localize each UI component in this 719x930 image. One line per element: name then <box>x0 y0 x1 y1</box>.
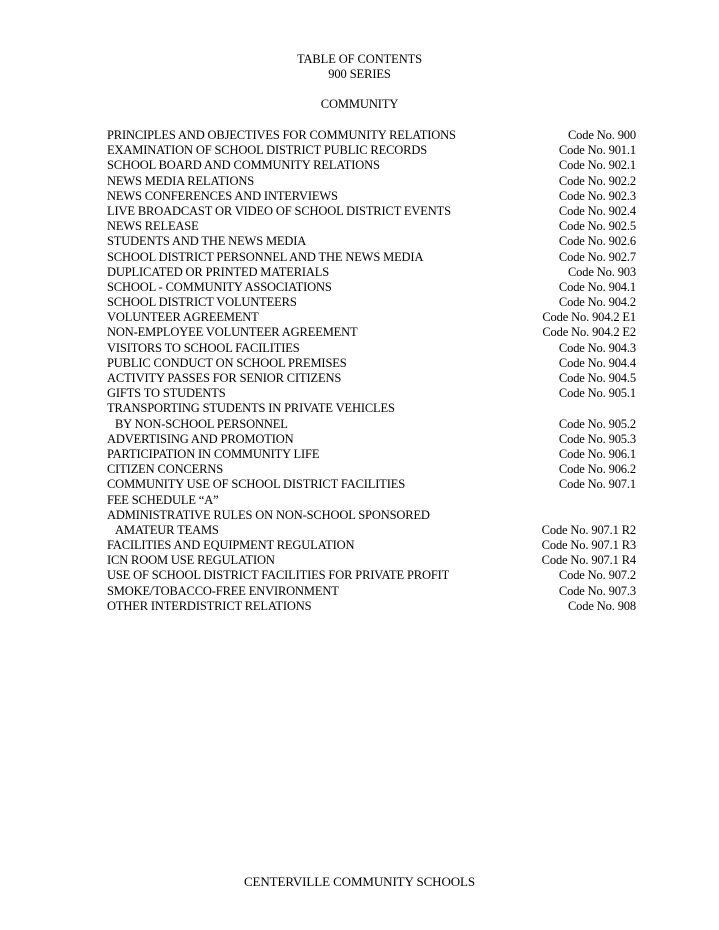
toc-entry <box>107 189 636 204</box>
toc-entry-code: Code No. 902.4 <box>558 203 636 218</box>
toc-entry-title: LIVE BROADCAST OR VIDEO OF SCHOOL DISTRICT EVENTS <box>107 203 451 218</box>
toc-entry-title: GIFTS TO STUDENTS <box>107 386 226 401</box>
toc-entry-title: PARTICIPATION IN COMMUNITY LIFE <box>107 446 320 461</box>
toc-entry-title: VISITORS TO SCHOOL FACILITIES <box>107 340 300 355</box>
toc-entry <box>107 493 636 508</box>
toc-entry-title: ADMINISTRATIVE RULES ON NON-SCHOOL SPONSORED <box>107 507 430 522</box>
toc-entry <box>107 508 636 523</box>
toc-entry-title: NON-EMPLOYEE VOLUNTEER AGREEMENT <box>107 325 358 340</box>
toc-entry-code: Code No. 904.2 E1 <box>542 310 636 325</box>
document-title: TABLE OF CONTENTS <box>296 52 423 66</box>
section-heading: COMMUNITY <box>320 97 399 111</box>
toc-entry-code: Code No. 907.1 R2 <box>541 522 636 537</box>
toc-entry <box>107 128 636 143</box>
toc-entry-title: COMMUNITY USE OF SCHOOL DISTRICT FACILITIES <box>107 477 406 492</box>
toc-entry-code: Code No. 902.5 <box>558 219 636 234</box>
toc-entry-code: Code No. 906.2 <box>558 462 636 477</box>
toc-entry <box>107 234 636 249</box>
toc-entry-title: SMOKE/TOBACCO-FREE ENVIRONMENT <box>107 583 339 598</box>
toc-entry-title: FEE SCHEDULE “A” <box>107 492 219 507</box>
toc-entry-code: Code No. 902.6 <box>558 234 636 249</box>
toc-entry-title: NEWS RELEASE <box>107 219 199 234</box>
toc-entry-code: Code No. 902.7 <box>558 249 636 264</box>
toc-entry <box>107 174 636 189</box>
toc-entry-title: SCHOOL BOARD AND COMMUNITY RELATIONS <box>107 158 380 173</box>
toc-entry-code: Code No. 904.2 <box>558 295 636 310</box>
toc-entry-title: ACTIVITY PASSES FOR SENIOR CITIZENS <box>107 371 342 385</box>
toc-entry <box>107 584 636 599</box>
toc-entry <box>107 158 636 173</box>
toc-entry-title: BY NON-SCHOOL PERSONNEL <box>115 416 288 431</box>
toc-entry <box>107 341 636 356</box>
series-label: 900 SERIES <box>328 67 391 81</box>
toc-entry <box>107 219 636 234</box>
toc-entry-title: CITIZEN CONCERNS <box>107 462 224 477</box>
toc-entry <box>107 295 636 310</box>
toc-entry <box>107 371 636 386</box>
toc-entry-code: Code No. 904.1 <box>558 279 636 294</box>
toc-entry <box>107 523 636 538</box>
toc-entry-title: SCHOOL DISTRICT VOLUNTEERS <box>107 295 297 310</box>
toc-entry-title: EXAMINATION OF SCHOOL DISTRICT PUBLIC RECORDS <box>107 143 428 158</box>
toc-entry-title: ADVERTISING AND PROMOTION <box>107 431 294 446</box>
toc-entry <box>107 432 636 447</box>
toc-entry-code: Code No. 900 <box>568 128 636 142</box>
toc-entry <box>107 356 636 371</box>
toc-entry <box>107 447 636 462</box>
toc-entry-code: Code No. 904.5 <box>558 371 636 385</box>
toc-entry-title: TRANSPORTING STUDENTS IN PRIVATE VEHICLES <box>107 401 395 416</box>
toc-entry-title: NEWS MEDIA RELATIONS <box>107 173 254 188</box>
toc-entry <box>107 143 636 158</box>
toc-entry-code: Code No. 908 <box>568 598 636 613</box>
toc-entry-code: Code No. 905.3 <box>558 431 636 446</box>
toc-entry <box>107 477 636 492</box>
toc-entry <box>107 325 636 340</box>
toc-entry-code: Code No. 902.1 <box>558 158 636 173</box>
toc-entry-code: Code No. 907.1 <box>558 477 636 492</box>
toc-entry-code: Code No. 907.1 R3 <box>541 538 636 553</box>
toc-entry-title: SCHOOL DISTRICT PERSONNEL AND THE NEWS MEDIA <box>107 249 424 264</box>
organization-footer: CENTERVILLE COMMUNITY SCHOOLS <box>243 874 476 889</box>
toc-entry <box>107 417 636 432</box>
toc-entry <box>107 462 636 477</box>
toc-entry-code: Code No. 907.2 <box>558 568 636 583</box>
toc-entry-code: Code No. 904.2 E2 <box>542 325 636 340</box>
toc-entry <box>107 265 636 280</box>
toc-entry-code: Code No. 901.1 <box>558 143 636 158</box>
toc-entry-title: AMATEUR TEAMS <box>115 522 219 537</box>
toc-entry <box>107 280 636 295</box>
toc-entry <box>107 553 636 568</box>
toc-entry-title: ICN ROOM USE REGULATION <box>107 553 275 568</box>
toc-entry-code: Code No. 905.2 <box>558 416 636 431</box>
toc-entry-title: OTHER INTERDISTRICT RELATIONS <box>107 598 312 613</box>
toc-entry-code: Code No. 902.2 <box>558 173 636 188</box>
toc-entry-title: PRINCIPLES AND OBJECTIVES FOR COMMUNITY RELATIONS <box>107 128 456 142</box>
toc-entry-code: Code No. 906.1 <box>558 446 636 461</box>
toc-entry <box>107 599 636 614</box>
toc-entry-code: Code No. 904.4 <box>558 355 636 370</box>
toc-entry <box>107 250 636 265</box>
toc-entry-title: SCHOOL - COMMUNITY ASSOCIATIONS <box>107 279 332 294</box>
toc-entry-code: Code No. 902.3 <box>558 188 636 203</box>
toc-entry <box>107 568 636 583</box>
toc-entry-code: Code No. 907.3 <box>558 583 636 598</box>
toc-entry-code: Code No. 905.1 <box>558 386 636 401</box>
toc-entry <box>107 204 636 219</box>
toc-entry <box>107 401 636 416</box>
toc-entry-code: Code No. 904.3 <box>558 340 636 355</box>
toc-entry-code: Code No. 903 <box>568 264 636 279</box>
toc-entry-title: FACILITIES AND EQUIPMENT REGULATION <box>107 538 355 553</box>
toc-entry-title: VOLUNTEER AGREEMENT <box>107 310 259 325</box>
toc-entry-title: NEWS CONFERENCES AND INTERVIEWS <box>107 188 338 203</box>
toc-entry <box>107 310 636 325</box>
toc-entry-title: PUBLIC CONDUCT ON SCHOOL PREMISES <box>107 355 347 370</box>
toc-entry <box>107 538 636 553</box>
toc-entry-title: USE OF SCHOOL DISTRICT FACILITIES FOR PRIVATE PROFIT <box>107 568 450 583</box>
toc-entry-title: STUDENTS AND THE NEWS MEDIA <box>107 234 307 249</box>
table-of-contents <box>107 128 636 614</box>
toc-entry-title: DUPLICATED OR PRINTED MATERIALS <box>107 264 330 279</box>
toc-entry-code: Code No. 907.1 R4 <box>541 553 636 568</box>
toc-entry <box>107 386 636 401</box>
